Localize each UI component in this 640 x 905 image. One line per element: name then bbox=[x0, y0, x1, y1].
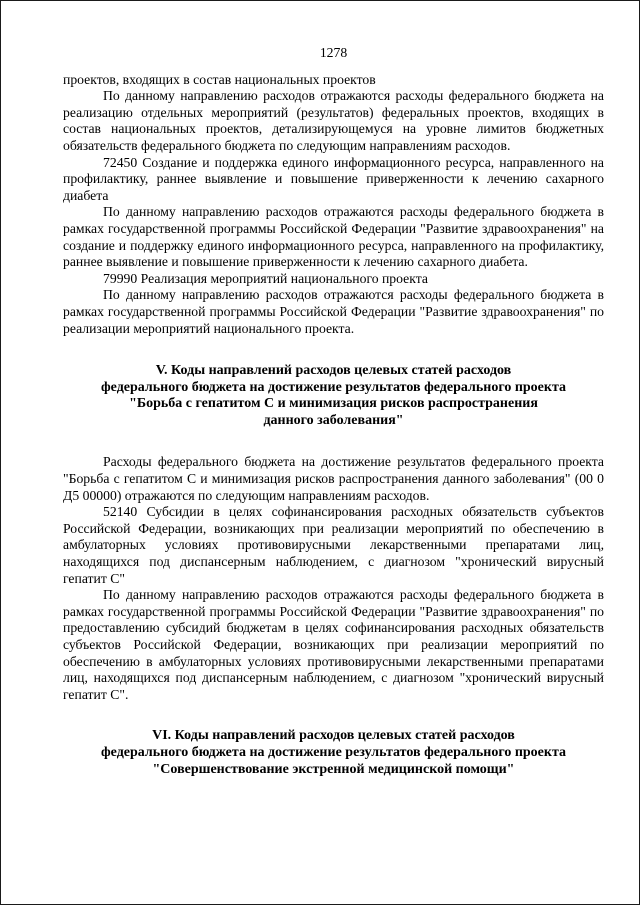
paragraph: проектов, входящих в состав национальных проектов bbox=[63, 71, 376, 87]
paragraph: По данному направлению расходов отражаются расходы федерального бюджета в рамках государственной программы Российской Федерации "Развитие здравоохранения" на создание и поддержку единого информационного ресурса, направленного на профилактику, раннее выявление и повышение приверженности к лечению сахарного диабета. bbox=[63, 204, 604, 270]
section-heading-6 bbox=[63, 728, 604, 778]
heading-line: V. Коды направлений расходов целевых статей расходов bbox=[155, 363, 512, 379]
paragraph: По данному направлению расходов отражаются расходы федерального бюджета в рамках государственной программы Российской Федерации "Развитие здравоохранения" по предоставлению субсидий бюджетам в целях софинансирования расходных обязательств субъектов Российской Федерации, возникающих при реализации мероприятий по обеспечению в амбулаторных условиях противовирусными лекарственными препаратами лиц, находящихся под диспансерным наблюдением, с диагнозом "хронический вирусный гепатит С". bbox=[63, 587, 604, 702]
page-number: 1278 bbox=[319, 45, 348, 60]
paragraph: 72450 Создание и поддержка единого информационного ресурса, направленного на профилактику, раннее выявление и повышение приверженности к лечению сахарного диабета bbox=[63, 154, 604, 203]
heading-line: данного заболевания" bbox=[263, 412, 404, 428]
heading-line: федерального бюджета на достижение результатов федерального проекта bbox=[100, 379, 567, 395]
heading-line: федерального бюджета на достижение результатов федерального проекта bbox=[100, 744, 567, 760]
heading-line: VI. Коды направлений расходов целевых статей расходов bbox=[152, 728, 515, 744]
page-content bbox=[63, 45, 604, 778]
section-heading-5 bbox=[63, 363, 604, 429]
paragraph: По данному направлению расходов отражаются расходы федерального бюджета на реализацию отдельных мероприятий (результатов) федеральных проектов, входящих в состав национальных проектов, детализирующемуся на уровне лимитов бюджетных обязательств федерального бюджета по следующим направлениям расходов. bbox=[63, 88, 604, 153]
paragraph: 79990 Реализация мероприятий национального проекта bbox=[103, 270, 428, 286]
paragraph: Расходы федерального бюджета на достижение результатов федерального проекта "Борьба с гепатитом С и минимизация рисков распространения данного заболевания" (00 0 Д5 00000) отражаются по следующим направлениям расходов. bbox=[63, 454, 604, 503]
heading-line: "Борьба с гепатитом С и минимизация рисков распространения bbox=[129, 396, 538, 412]
heading-line: "Совершенствование экстренной медицинской помощи" bbox=[152, 761, 515, 777]
paragraph: 52140 Субсидии в целях софинансирования расходных обязательств субъектов Российской Федерации, возникающих при реализации мероприятий по обеспечению в амбулаторных условиях противовирусными лекарственными препаратами лиц, находящихся под диспансерным наблюдением, с диагнозом "хронический вирусный гепатит С" bbox=[63, 504, 604, 586]
paragraph: По данному направлению расходов отражаются расходы федерального бюджета в рамках государственной программы Российской Федерации "Развитие здравоохранения" по реализации мероприятий национального проекта. bbox=[63, 287, 604, 336]
